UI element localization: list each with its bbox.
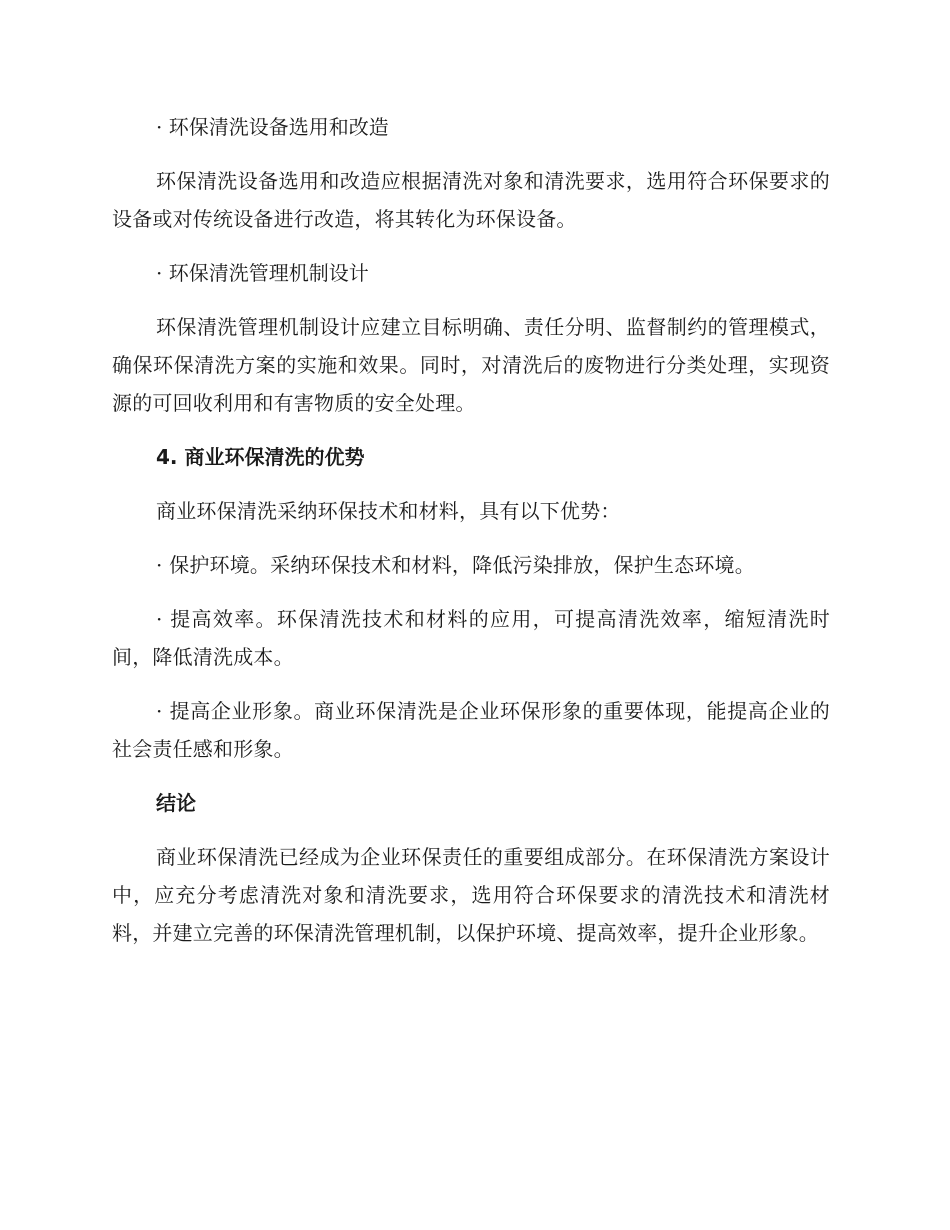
section-heading-conclusion: 结论 (156, 791, 196, 815)
section-heading-advantages: 4. 商业环保清洗的优势 (156, 445, 365, 469)
paragraph-equipment: 环保清洗设备选用和改造应根据清洗对象和清洗要求，选用符合环保要求的设备或对传统设备进行改造，将其转化为环保设备。 (112, 169, 830, 231)
advantage-item-image: · 提高企业形象。商业环保清洗是企业环保形象的重要体现，能提高企业的社会责任感和形象。 (112, 699, 830, 761)
paragraph-management: 环保清洗管理机制设计应建立目标明确、责任分明、监督制约的管理模式，确保环保清洗方案的实施和效果。同时，对清洗后的废物进行分类处理，实现资源的可回收利用和有害物质的安全处理。 (112, 315, 830, 415)
advantage-item-environment: · 保护环境。采纳环保技术和材料，降低污染排放，保护生态环境。 (156, 553, 755, 577)
document-body (112, 108, 830, 968)
advantage-item-efficiency: · 提高效率。环保清洗技术和材料的应用，可提高清洗效率，缩短清洗时间，降低清洗成本。 (112, 607, 830, 669)
paragraph-advantages-intro: 商业环保清洗采纳环保技术和材料，具有以下优势： (156, 499, 621, 523)
paragraph-conclusion: 商业环保清洗已经成为企业环保责任的重要组成部分。在环保清洗方案设计中，应充分考虑清洗对象和清洗要求，选用符合环保要求的清洗技术和清洗材料，并建立完善的环保清洗管理机制，以保护环境、提高效率，提升企业形象。 (112, 845, 830, 945)
bullet-equipment-heading: · 环保清洗设备选用和改造 (156, 115, 389, 139)
bullet-management-heading: · 环保清洗管理机制设计 (156, 261, 369, 285)
